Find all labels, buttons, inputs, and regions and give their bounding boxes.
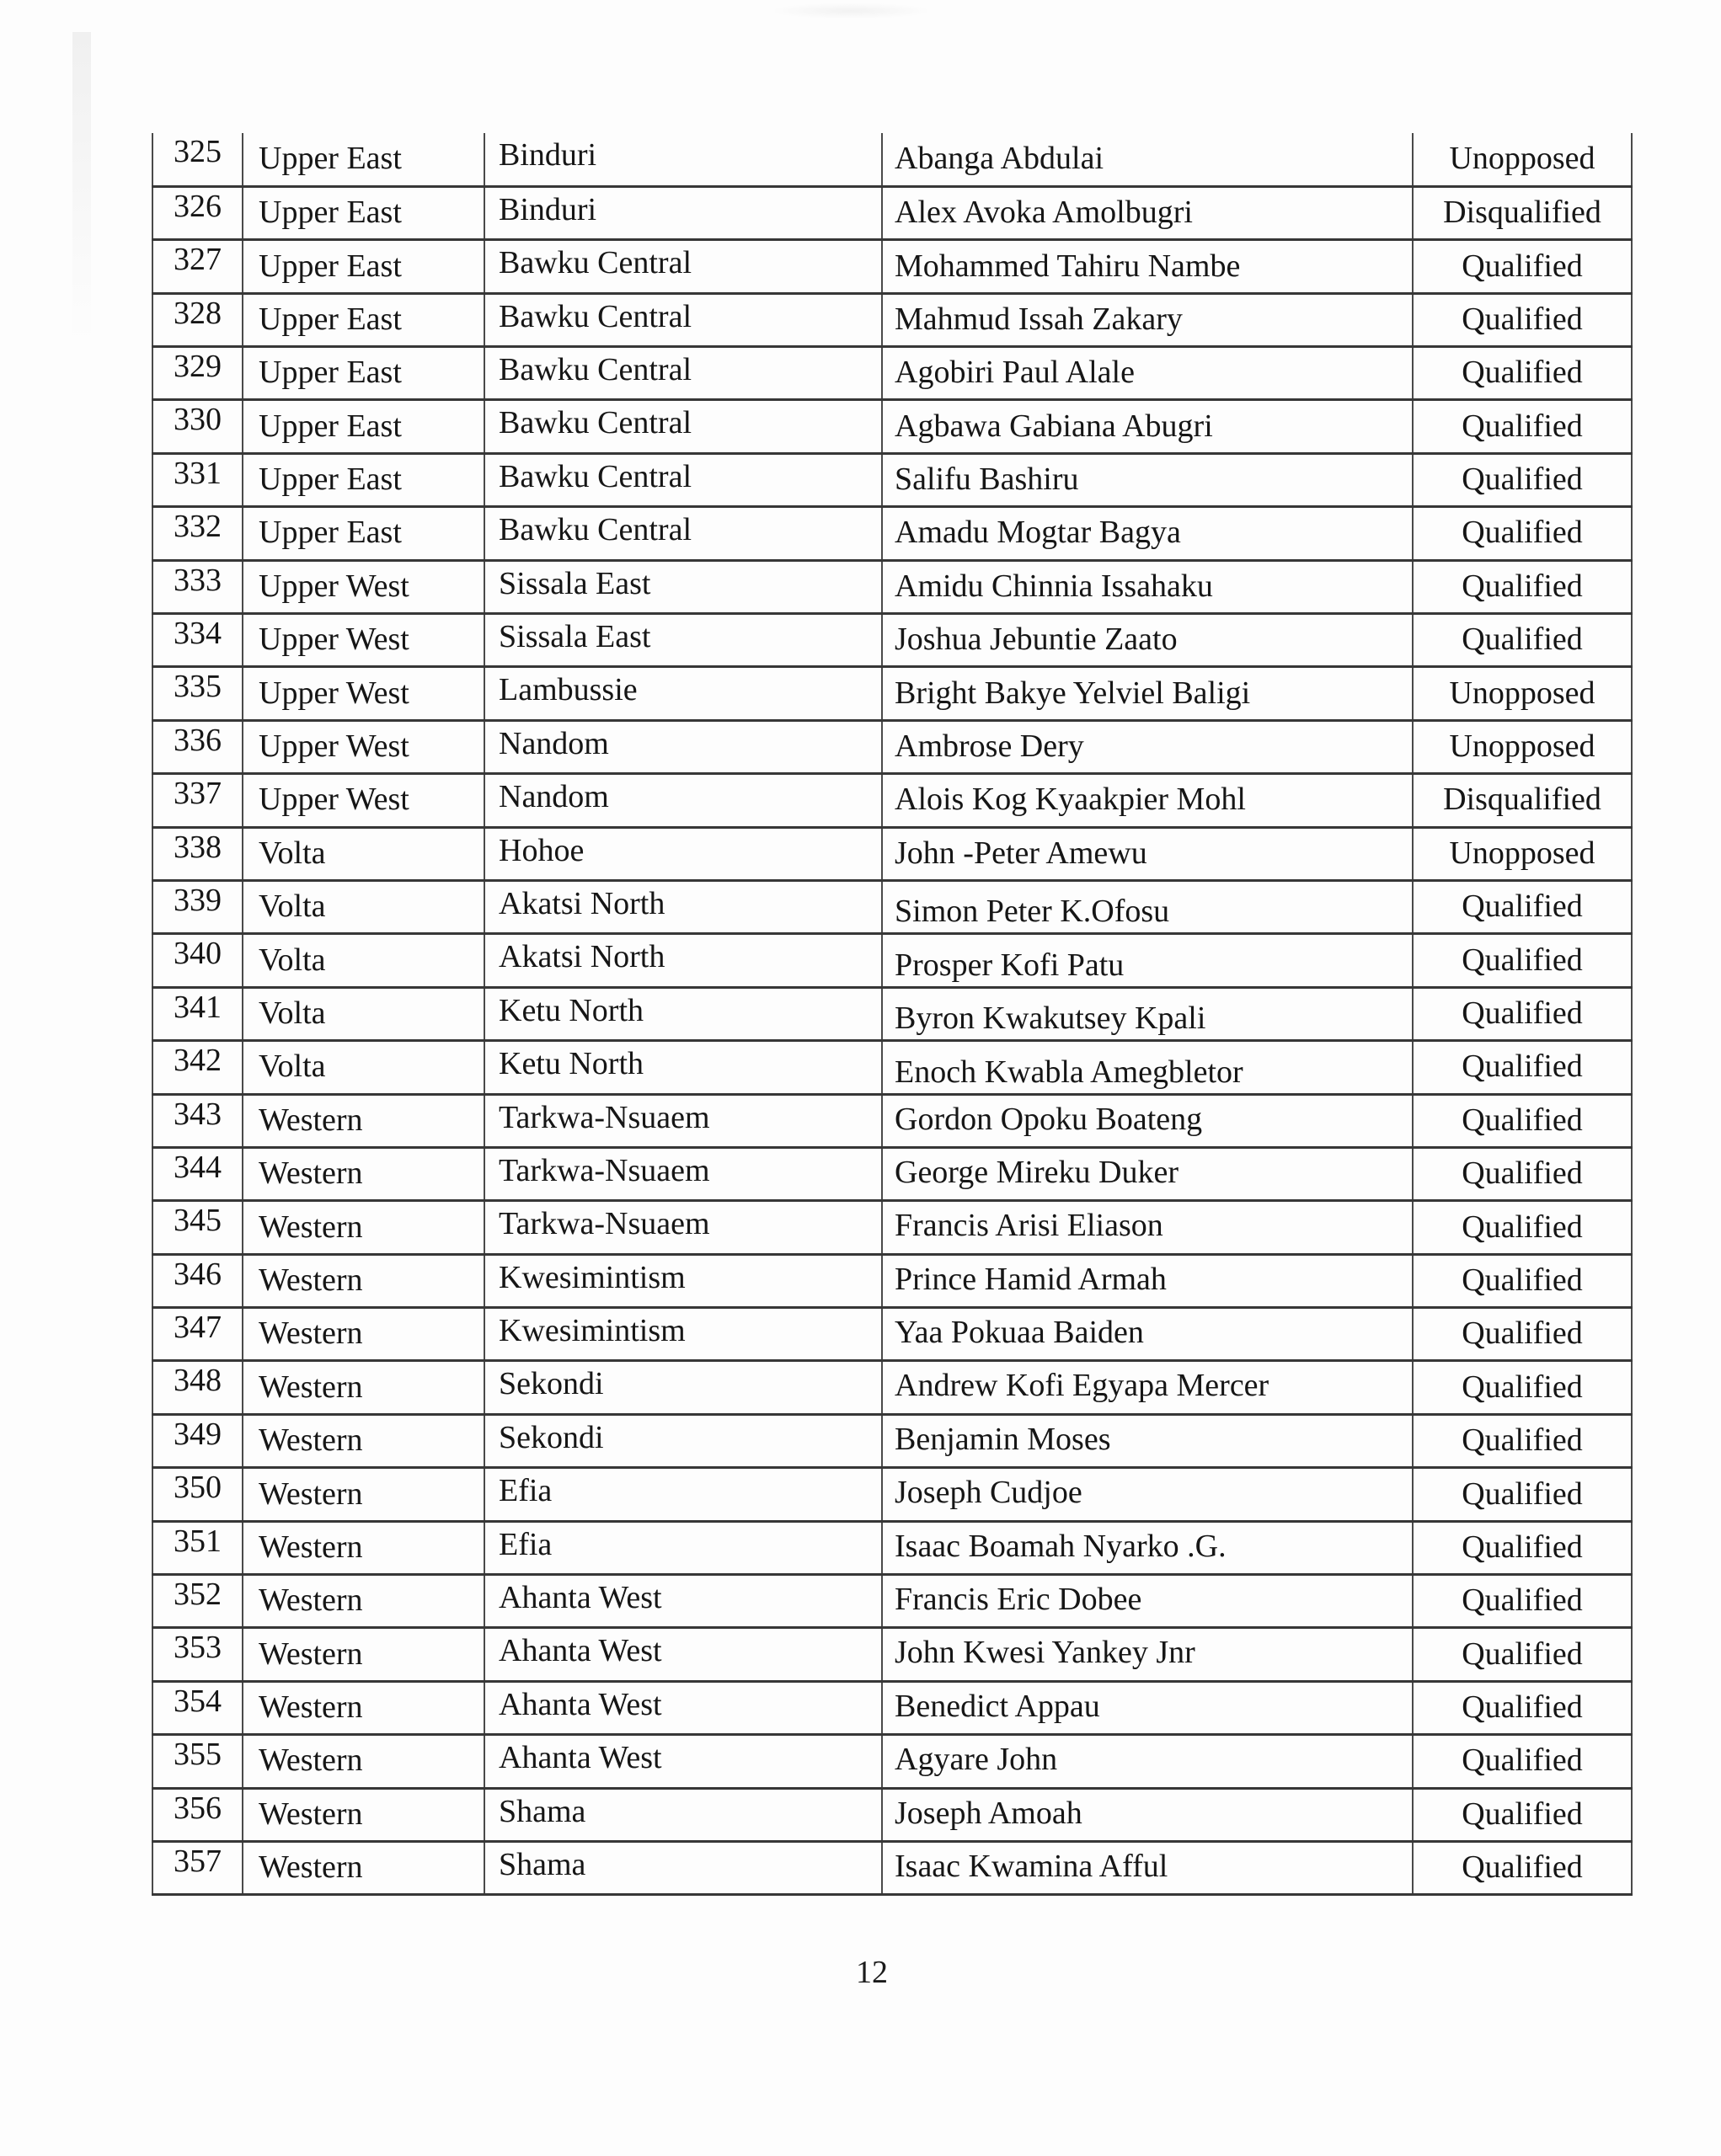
cell-status: Qualified	[1413, 1254, 1632, 1307]
cell-region: Upper East	[243, 400, 484, 453]
cell-status: Qualified	[1413, 453, 1632, 506]
table-row	[152, 347, 1632, 400]
cell-number: 332	[152, 507, 243, 560]
cell-constituency: Kwesimintism	[484, 1254, 882, 1307]
cell-constituency: Nandom	[484, 720, 882, 773]
cell-number: 336	[152, 720, 243, 773]
cell-number: 334	[152, 614, 243, 667]
cell-region: Upper East	[243, 240, 484, 293]
cell-status: Qualified	[1413, 1094, 1632, 1147]
table-row	[152, 1521, 1632, 1574]
cell-constituency: Bawku Central	[484, 240, 882, 293]
cell-status: Disqualified	[1413, 774, 1632, 827]
cell-status: Unopposed	[1413, 720, 1632, 773]
cell-region: Upper East	[243, 133, 484, 186]
cell-name: Mahmud Issah Zakary	[882, 293, 1413, 346]
cell-name: Isaac Kwamina Afful	[882, 1842, 1413, 1895]
cell-number: 328	[152, 293, 243, 346]
table-row	[152, 1575, 1632, 1628]
cell-region: Western	[243, 1094, 484, 1147]
cell-number: 347	[152, 1308, 243, 1361]
cell-name: Alois Kog Kyaakpier Mohl	[882, 774, 1413, 827]
cell-number: 350	[152, 1468, 243, 1521]
table-row	[152, 240, 1632, 293]
cell-status: Qualified	[1413, 1041, 1632, 1094]
cell-status: Qualified	[1413, 1361, 1632, 1414]
cell-region: Upper East	[243, 186, 484, 239]
table-row	[152, 934, 1632, 987]
cell-status: Qualified	[1413, 1842, 1632, 1895]
table-row	[152, 1468, 1632, 1521]
cell-status: Unopposed	[1413, 827, 1632, 880]
cell-constituency: Ahanta West	[484, 1735, 882, 1788]
table-row	[152, 293, 1632, 346]
cell-region: Western	[243, 1628, 484, 1681]
cell-name: Abanga Abdulai	[882, 133, 1413, 186]
table-row	[152, 1681, 1632, 1734]
cell-constituency: Bawku Central	[484, 507, 882, 560]
cell-region: Volta	[243, 987, 484, 1040]
cell-name: Isaac Boamah Nyarko .G.	[882, 1521, 1413, 1574]
cell-name: Agbawa Gabiana Abugri	[882, 400, 1413, 453]
cell-region: Volta	[243, 827, 484, 880]
cell-name: Joseph Amoah	[882, 1788, 1413, 1841]
cell-constituency: Ahanta West	[484, 1681, 882, 1734]
cell-constituency: Bawku Central	[484, 400, 882, 453]
cell-status: Qualified	[1413, 1201, 1632, 1254]
cell-region: Volta	[243, 880, 484, 933]
cell-number: 341	[152, 987, 243, 1040]
cell-constituency: Efia	[484, 1521, 882, 1574]
table-row	[152, 1414, 1632, 1467]
table-row	[152, 400, 1632, 453]
cell-region: Western	[243, 1788, 484, 1841]
cell-region: Western	[243, 1414, 484, 1467]
cell-name: Alex Avoka Amolbugri	[882, 186, 1413, 239]
cell-name: Mohammed Tahiru Nambe	[882, 240, 1413, 293]
cell-region: Western	[243, 1254, 484, 1307]
table-row	[152, 1361, 1632, 1414]
cell-name: Benedict Appau	[882, 1681, 1413, 1734]
cell-name: Prosper Kofi Patu	[882, 934, 1413, 987]
cell-status: Qualified	[1413, 560, 1632, 613]
scan-smudge-artifact	[775, 3, 927, 19]
cell-constituency: Ketu North	[484, 987, 882, 1040]
cell-region: Western	[243, 1575, 484, 1628]
cell-status: Qualified	[1413, 1521, 1632, 1574]
cell-constituency: Binduri	[484, 186, 882, 239]
cell-constituency: Ketu North	[484, 1041, 882, 1094]
cell-status: Unopposed	[1413, 667, 1632, 720]
cell-number: 343	[152, 1094, 243, 1147]
cell-region: Volta	[243, 1041, 484, 1094]
cell-constituency: Ahanta West	[484, 1575, 882, 1628]
cell-status: Qualified	[1413, 347, 1632, 400]
cell-name: Andrew Kofi Egyapa Mercer	[882, 1361, 1413, 1414]
cell-name: Bright Bakye Yelviel Baligi	[882, 667, 1413, 720]
table-row	[152, 1201, 1632, 1254]
cell-number: 335	[152, 667, 243, 720]
cell-number: 338	[152, 827, 243, 880]
cell-name: John -Peter Amewu	[882, 827, 1413, 880]
cell-constituency: Lambussie	[484, 667, 882, 720]
cell-status: Qualified	[1413, 880, 1632, 933]
cell-number: 353	[152, 1628, 243, 1681]
cell-constituency: Binduri	[484, 133, 882, 186]
cell-status: Qualified	[1413, 987, 1632, 1040]
cell-number: 346	[152, 1254, 243, 1307]
cell-number: 342	[152, 1041, 243, 1094]
cell-constituency: Tarkwa-Nsuaem	[484, 1147, 882, 1200]
cell-constituency: Sissala East	[484, 560, 882, 613]
cell-name: Francis Arisi Eliason	[882, 1201, 1413, 1254]
scan-streak-artifact	[72, 32, 91, 377]
cell-number: 333	[152, 560, 243, 613]
table-row	[152, 614, 1632, 667]
cell-status: Qualified	[1413, 1147, 1632, 1200]
cell-constituency: Sekondi	[484, 1414, 882, 1467]
page-number: 12	[856, 1955, 888, 1990]
cell-name: Yaa Pokuaa Baiden	[882, 1308, 1413, 1361]
cell-number: 348	[152, 1361, 243, 1414]
cell-region: Western	[243, 1735, 484, 1788]
table-row	[152, 1842, 1632, 1895]
cell-constituency: Bawku Central	[484, 453, 882, 506]
cell-number: 356	[152, 1788, 243, 1841]
cell-region: Upper West	[243, 720, 484, 773]
cell-region: Upper East	[243, 347, 484, 400]
cell-status: Qualified	[1413, 1414, 1632, 1467]
cell-status: Qualified	[1413, 1788, 1632, 1841]
cell-status: Qualified	[1413, 1308, 1632, 1361]
table-row	[152, 667, 1632, 720]
cell-region: Western	[243, 1308, 484, 1361]
cell-number: 331	[152, 453, 243, 506]
cell-constituency: Bawku Central	[484, 347, 882, 400]
cell-constituency: Bawku Central	[484, 293, 882, 346]
cell-constituency: Ahanta West	[484, 1628, 882, 1681]
cell-name: Gordon Opoku Boateng	[882, 1094, 1413, 1147]
cell-region: Upper West	[243, 774, 484, 827]
cell-name: Agyare John	[882, 1735, 1413, 1788]
cell-number: 352	[152, 1575, 243, 1628]
cell-number: 337	[152, 774, 243, 827]
cell-status: Qualified	[1413, 1681, 1632, 1734]
cell-name: Joshua Jebuntie Zaato	[882, 614, 1413, 667]
cell-region: Upper East	[243, 507, 484, 560]
cell-constituency: Nandom	[484, 774, 882, 827]
cell-region: Upper West	[243, 614, 484, 667]
cell-name: Simon Peter K.Ofosu	[882, 880, 1413, 933]
cell-region: Upper West	[243, 667, 484, 720]
cell-name: Joseph Cudjoe	[882, 1468, 1413, 1521]
cell-status: Unopposed	[1413, 133, 1632, 186]
cell-name: George Mireku Duker	[882, 1147, 1413, 1200]
cell-status: Qualified	[1413, 614, 1632, 667]
table-row	[152, 1094, 1632, 1147]
cell-region: Western	[243, 1361, 484, 1414]
table-row	[152, 1147, 1632, 1200]
table-row	[152, 1308, 1632, 1361]
cell-number: 327	[152, 240, 243, 293]
table-row	[152, 507, 1632, 560]
table-row	[152, 560, 1632, 613]
cell-region: Upper East	[243, 293, 484, 346]
cell-number: 344	[152, 1147, 243, 1200]
cell-constituency: Efia	[484, 1468, 882, 1521]
cell-status: Qualified	[1413, 1468, 1632, 1521]
cell-name: Enoch Kwabla Amegbletor	[882, 1041, 1413, 1094]
table-row	[152, 1735, 1632, 1788]
cell-region: Western	[243, 1681, 484, 1734]
cell-region: Western	[243, 1201, 484, 1254]
candidates-table	[152, 133, 1633, 1896]
table-row	[152, 186, 1632, 239]
cell-status: Qualified	[1413, 934, 1632, 987]
cell-status: Qualified	[1413, 1735, 1632, 1788]
cell-number: 349	[152, 1414, 243, 1467]
cell-number: 351	[152, 1521, 243, 1574]
cell-status: Qualified	[1413, 507, 1632, 560]
table-row	[152, 827, 1632, 880]
table-row	[152, 1254, 1632, 1307]
cell-constituency: Akatsi North	[484, 880, 882, 933]
cell-name: Benjamin Moses	[882, 1414, 1413, 1467]
cell-name: Amadu Mogtar Bagya	[882, 507, 1413, 560]
cell-status: Qualified	[1413, 240, 1632, 293]
cell-name: Prince Hamid Armah	[882, 1254, 1413, 1307]
cell-name: Francis Eric Dobee	[882, 1575, 1413, 1628]
cell-status: Qualified	[1413, 1575, 1632, 1628]
candidates-table-body	[152, 133, 1632, 1895]
cell-name: Ambrose Dery	[882, 720, 1413, 773]
cell-number: 340	[152, 934, 243, 987]
cell-number: 326	[152, 186, 243, 239]
cell-name: Agobiri Paul Alale	[882, 347, 1413, 400]
table-row	[152, 1628, 1632, 1681]
cell-constituency: Kwesimintism	[484, 1308, 882, 1361]
cell-name: Salifu Bashiru	[882, 453, 1413, 506]
cell-constituency: Sekondi	[484, 1361, 882, 1414]
table-row	[152, 987, 1632, 1040]
cell-region: Upper East	[243, 453, 484, 506]
cell-constituency: Shama	[484, 1788, 882, 1841]
cell-number: 329	[152, 347, 243, 400]
cell-status: Disqualified	[1413, 186, 1632, 239]
cell-region: Upper West	[243, 560, 484, 613]
cell-constituency: Shama	[484, 1842, 882, 1895]
table-row	[152, 720, 1632, 773]
cell-status: Qualified	[1413, 293, 1632, 346]
table-row	[152, 453, 1632, 506]
cell-name: Amidu Chinnia Issahaku	[882, 560, 1413, 613]
cell-number: 339	[152, 880, 243, 933]
cell-status: Qualified	[1413, 1628, 1632, 1681]
cell-number: 325	[152, 133, 243, 186]
table-row	[152, 774, 1632, 827]
table-row	[152, 880, 1632, 933]
cell-region: Western	[243, 1468, 484, 1521]
cell-name: Byron Kwakutsey Kpali	[882, 987, 1413, 1040]
cell-name: John Kwesi Yankey Jnr	[882, 1628, 1413, 1681]
cell-constituency: Akatsi North	[484, 934, 882, 987]
cell-region: Western	[243, 1147, 484, 1200]
cell-status: Qualified	[1413, 400, 1632, 453]
cell-number: 330	[152, 400, 243, 453]
cell-number: 357	[152, 1842, 243, 1895]
table-row	[152, 133, 1632, 186]
cell-constituency: Sissala East	[484, 614, 882, 667]
cell-number: 355	[152, 1735, 243, 1788]
cell-region: Western	[243, 1842, 484, 1895]
cell-constituency: Tarkwa-Nsuaem	[484, 1201, 882, 1254]
cell-number: 345	[152, 1201, 243, 1254]
table-row	[152, 1788, 1632, 1841]
cell-region: Volta	[243, 934, 484, 987]
cell-constituency: Hohoe	[484, 827, 882, 880]
cell-number: 354	[152, 1681, 243, 1734]
table-row	[152, 1041, 1632, 1094]
cell-region: Western	[243, 1521, 484, 1574]
cell-constituency: Tarkwa-Nsuaem	[484, 1094, 882, 1147]
